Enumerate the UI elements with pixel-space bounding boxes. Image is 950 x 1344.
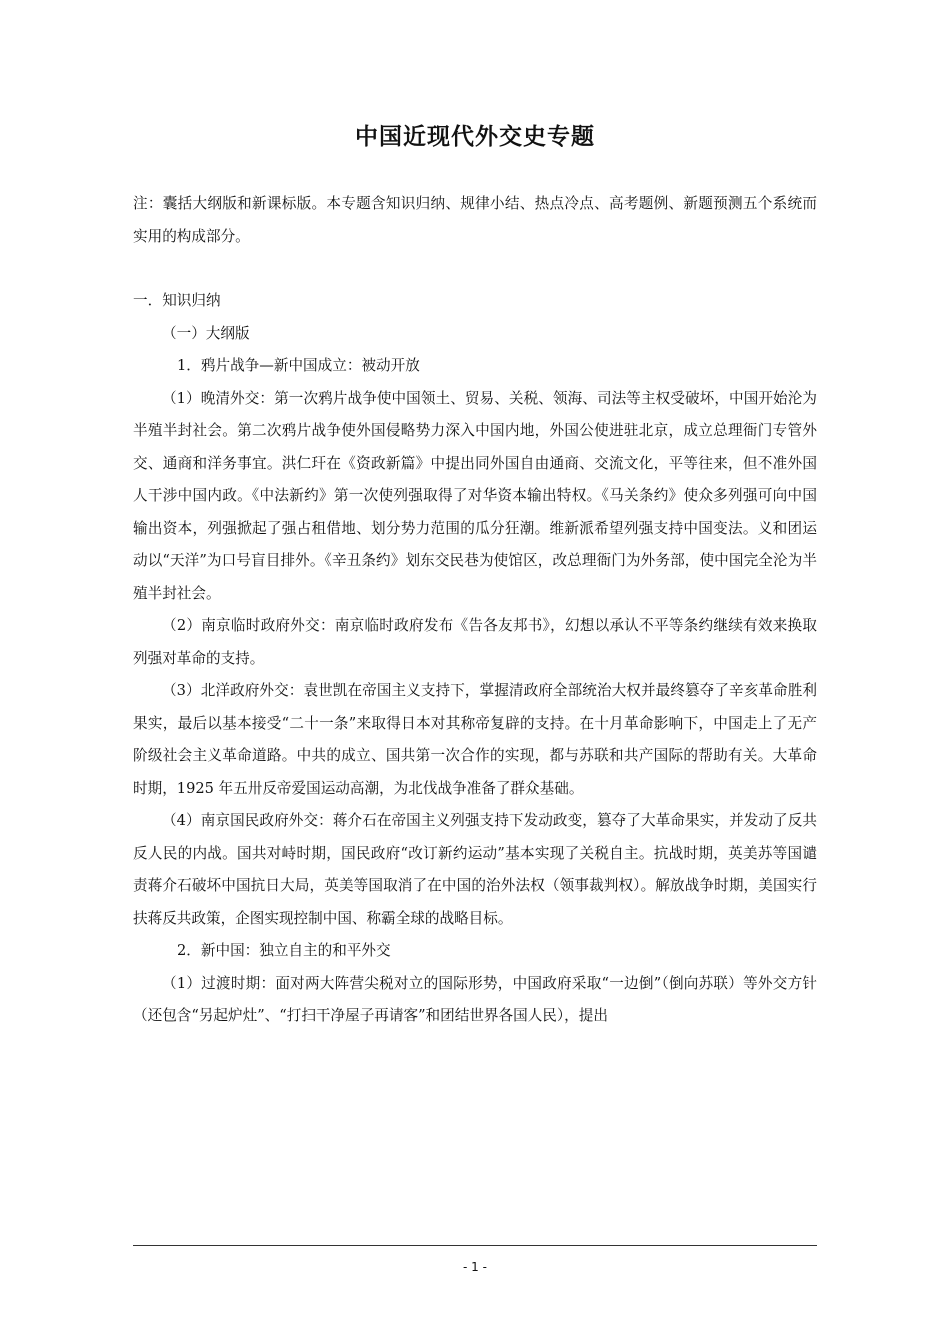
document-title: 中国近现代外交史专题 xyxy=(355,124,595,150)
note-paragraph: 注：囊括大纲版和新课标版。本专题含知识归纳、规律小结、热点冷点、高考题例、新题预测五个系统而实用的构成部分。 xyxy=(133,195,817,245)
footer-divider xyxy=(133,1245,817,1246)
subsection-heading-outline: （一）大纲版 xyxy=(162,324,250,342)
spacer xyxy=(133,253,817,285)
page-number: - 1 - xyxy=(463,1260,487,1274)
item-heading-2: 2．新中国：独立自主的和平外交 xyxy=(177,942,391,959)
paragraph-nationalist: （4）南京国民政府外交：蒋介石在帝国主义列强支持下发动政变，篡夺了大革命果实，并发动了反共反人民的内战。国共对峙时期，国民政府“改订新约运动”基本实现了关税自主。抗战时期，英美苏等国谴责蒋介石破坏中国抗日大局，英美等国取消了在中国的治外法权（领事裁判权）。解放战争时期，美国实行扶蒋反共政策，企图实现控制中国、称霸全球的战略目标。 xyxy=(133,812,817,927)
paragraph-beiyang: （3）北洋政府外交：袁世凯在帝国主义支持下，掌握清政府全部统治大权并最终篡夺了辛亥革命胜利果实，最后以基本接受“二十一条”来取得日本对其称帝复辟的支持。在十月革命影响下，中国走上了无产阶级社会主义革命道路。中共的成立、国共第一次合作的实现，都与苏联和共产国际的帮助有关。大革命时期，1925 年五卅反帝爱国运动高潮，为北伐战争准备了群众基础。 xyxy=(133,682,817,797)
item-heading-1: 1．鸦片战争—新中国成立：被动开放 xyxy=(177,357,420,374)
paragraph-late-qing: （1）晚清外交：第一次鸦片战争使中国领土、贸易、关税、领海、司法等主权受破坏，中国开始沦为半殖半封社会。第二次鸦片战争使外国侵略势力深入中国内地，外国公使进驻北京，成立总理衙门专管外交、通商和洋务事宜。洪仁玕在《资政新篇》中提出同外国自由通商、交流文化，平等往来，但不准外国人干涉中国内政。《中法新约》第一次使列强取得了对华资本输出特权。《马关条约》使众多列强可向中国输出资本，列强掀起了强占租借地、划分势力范围的瓜分狂潮。维新派希望列强支持中国变法。义和团运动以“天洋”为口号盲目排外。《辛丑条约》划东交民巷为使馆区，改总理衙门为外务部，使中国完全沦为半殖半封社会。 xyxy=(133,389,817,602)
paragraph-transition: （1）过渡时期：面对两大阵营尖税对立的国际形势，中国政府采取“一边倒”（倒向苏联）等外交方针（还包含“另起炉灶”、“打扫干净屋子再请客”和团结世界各国人民），提出 xyxy=(133,974,817,1024)
paragraph-nanjing-provisional: （2）南京临时政府外交：南京临时政府发布《告各友邦书》，幻想以承认不平等条约继续有效来换取列强对革命的支持。 xyxy=(133,617,817,667)
section-heading-knowledge: 一．知识归纳 xyxy=(133,292,221,309)
document-body xyxy=(133,188,817,1033)
